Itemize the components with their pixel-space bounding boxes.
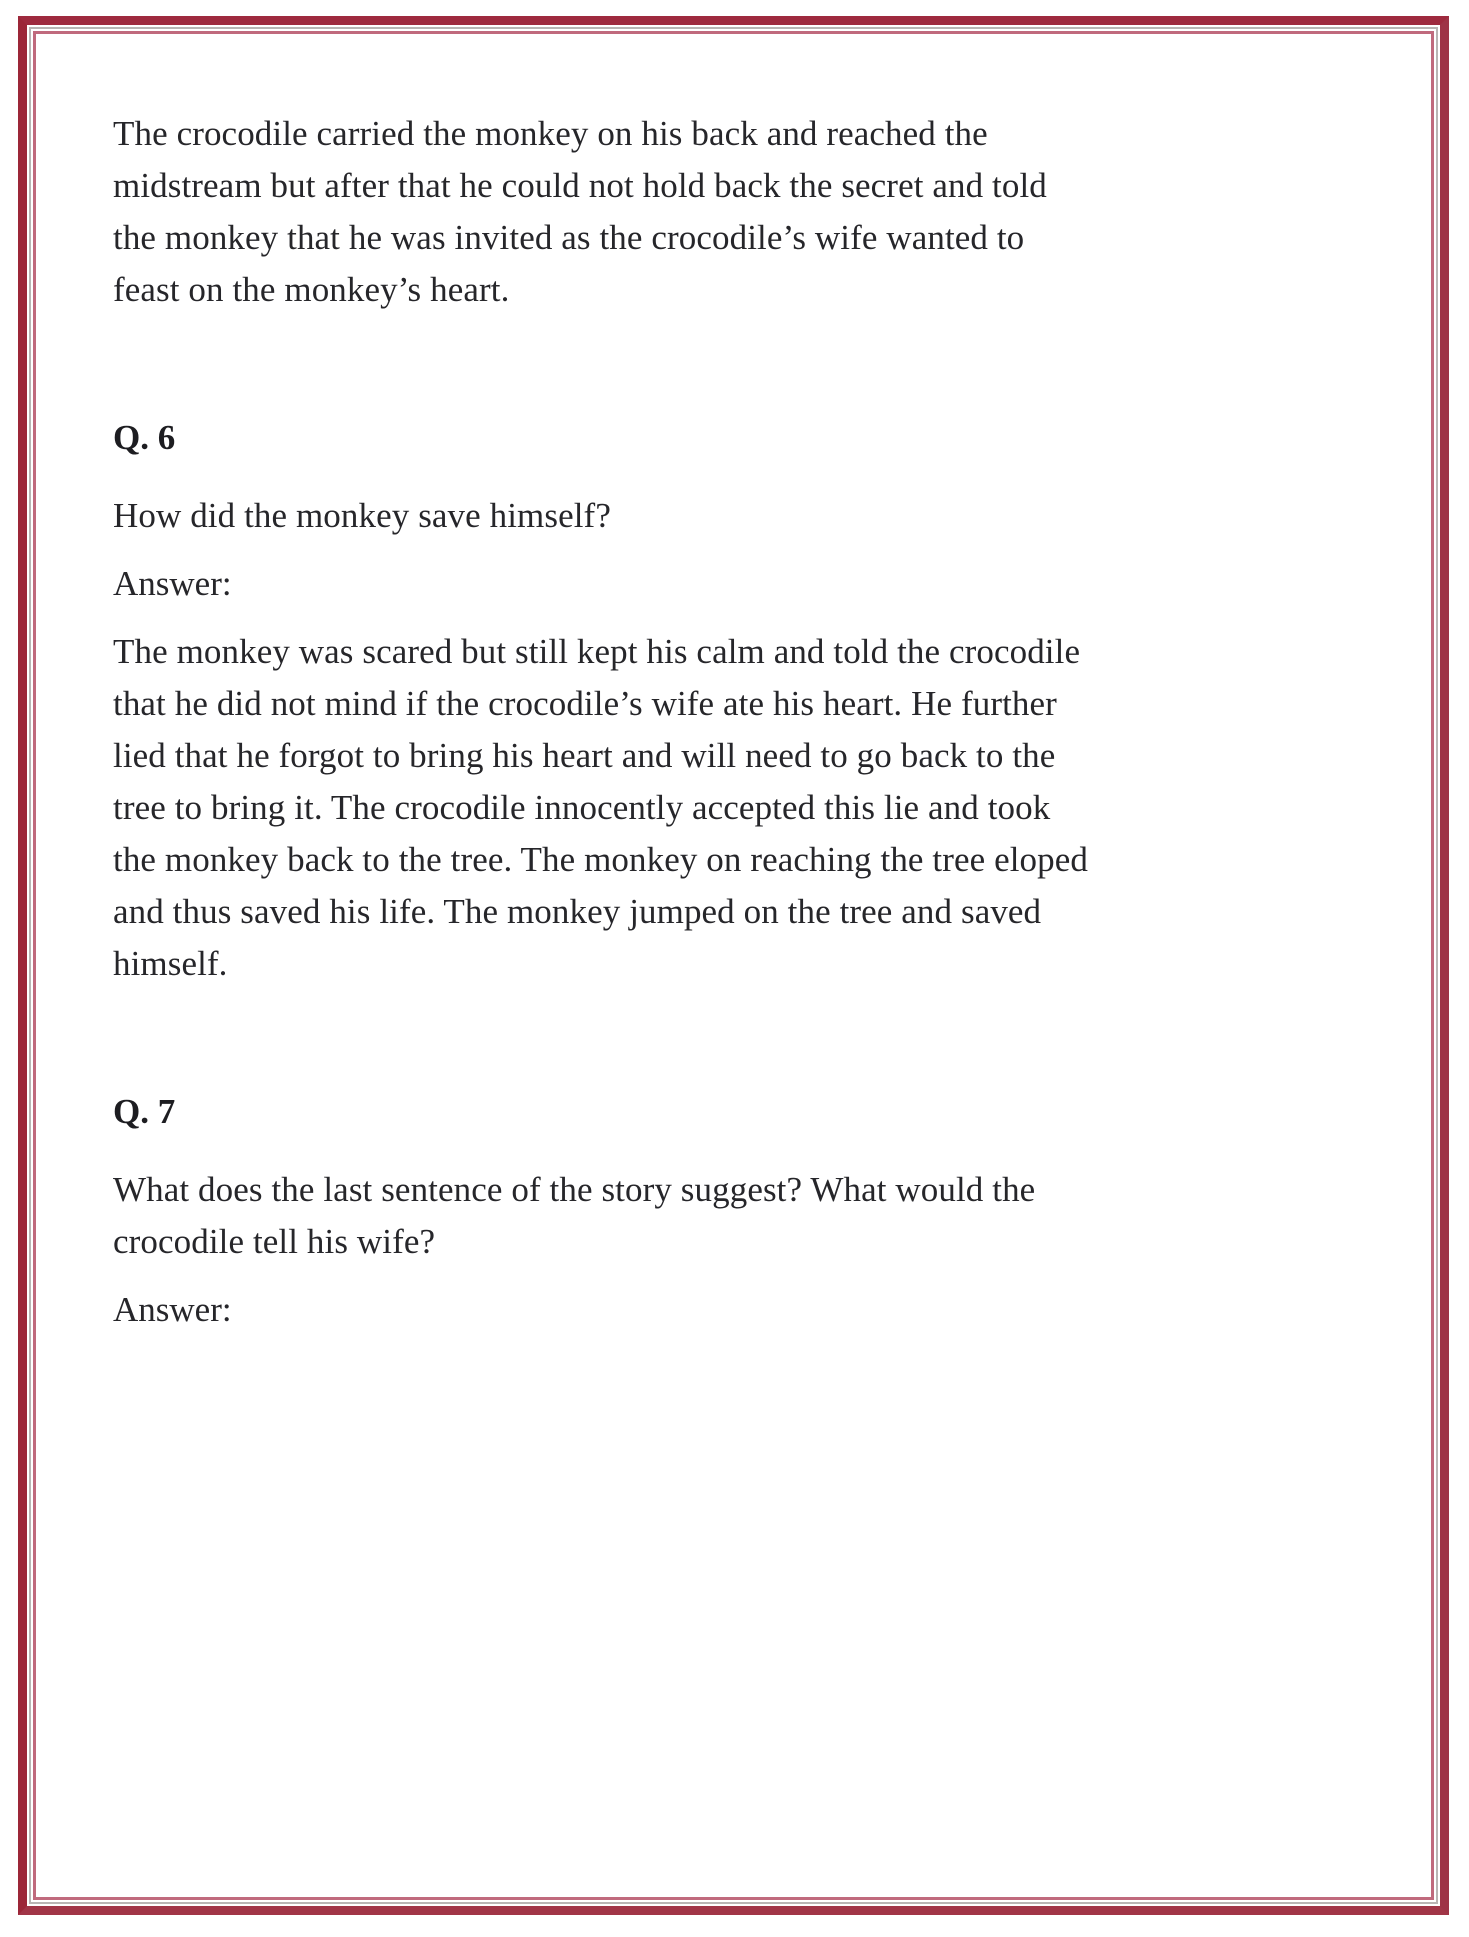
spacer [113,542,1093,558]
question-number-6: Q. 6 [113,418,176,457]
question-block-7 [113,1086,1093,1344]
answer-label-6: Answer: [113,564,232,603]
question-text-6: How did the monkey save himself? [113,496,611,535]
spacer [113,316,1093,412]
question-text-7: What does the last sentence of the story suggest? What would the crocodile tell his wife? [113,1170,1036,1261]
spacer [113,1268,1093,1284]
spacer [113,1336,1093,1344]
page-content [113,108,1093,1344]
spacer [113,610,1093,626]
spacer [113,464,1093,490]
question-block-6 [113,412,1093,990]
story-passage-paragraph: The crocodile carried the monkey on his back and reached the midstream but after that he could not hold back the secret and told the monkey that he was invited as the crocodile’s wife wanted to feast on the monkey’s heart. [113,114,1047,309]
answer-text-6: The monkey was scared but still kept his calm and told the crocodile that he did not mind if the crocodile’s wife ate his heart. He further lied that he forgot to bring his heart and will need to go back to the tree to bring it. The crocodile innocently accepted this lie and took the monkey back to the tree. The monkey on reaching the tree eloped and thus saved his life. The monkey jumped on the tree and saved himself. [113,632,1088,983]
spacer [113,1138,1093,1164]
question-number-7: Q. 7 [113,1092,176,1131]
answer-label-7: Answer: [113,1290,232,1329]
spacer [113,990,1093,1086]
